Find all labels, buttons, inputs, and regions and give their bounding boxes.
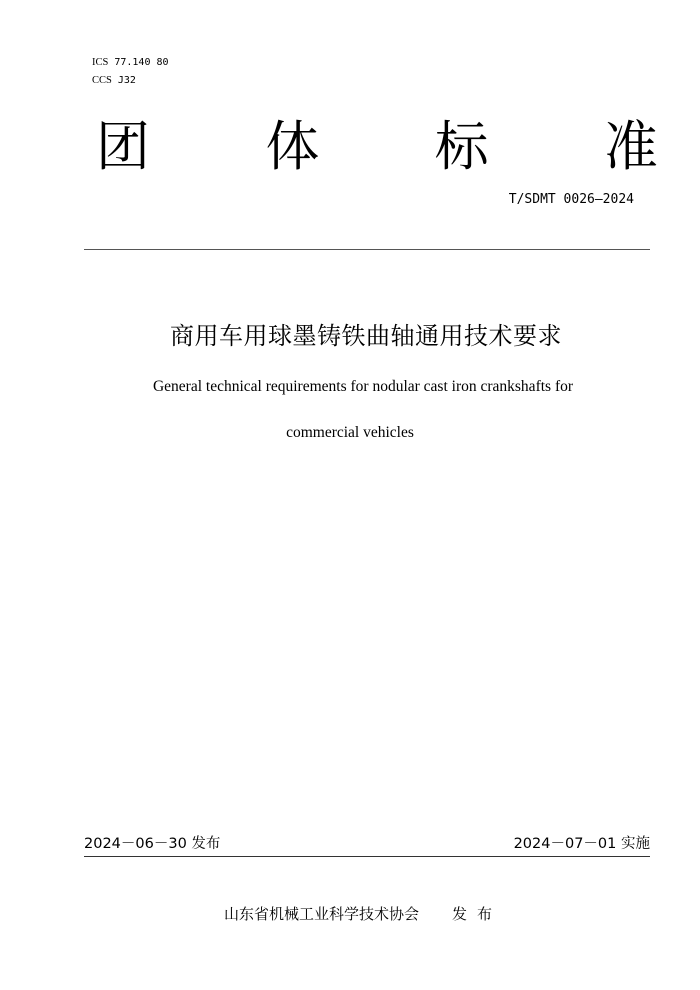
header-divider bbox=[84, 249, 650, 250]
ccs-classification bbox=[92, 74, 136, 88]
standard-type-char: 准 bbox=[603, 115, 658, 178]
standard-type-char: 团 bbox=[96, 115, 150, 178]
standard-type-char: 标 bbox=[434, 115, 489, 178]
footer-divider bbox=[84, 856, 650, 857]
publish-date: 2024－06－30 发布 bbox=[84, 836, 221, 852]
document-title-en-line2: commercial vehicles bbox=[286, 424, 414, 441]
document-title-zh: 商用车用球墨铸铁曲轴通用技术要求 bbox=[170, 322, 562, 350]
document-title-en-line1: General technical requirements for nodular cast iron crankshafts for bbox=[152, 378, 574, 395]
standard-type-heading bbox=[96, 114, 658, 180]
ccs-code: J32 bbox=[117, 75, 136, 86]
ics-classification bbox=[92, 56, 169, 70]
issuing-organization: 山东省机械工业科学技术协会 bbox=[224, 905, 420, 923]
standard-type-char: 体 bbox=[265, 115, 320, 178]
implement-date: 2024－07－01 实施 bbox=[513, 836, 650, 852]
standard-number: T/SDMT 0026—2024 bbox=[508, 192, 634, 207]
issue-label: 发布 bbox=[452, 905, 503, 923]
ics-code: 77.140 80 bbox=[114, 57, 169, 68]
ccs-label: CCS bbox=[92, 75, 112, 86]
ics-label: ICS bbox=[92, 57, 109, 68]
